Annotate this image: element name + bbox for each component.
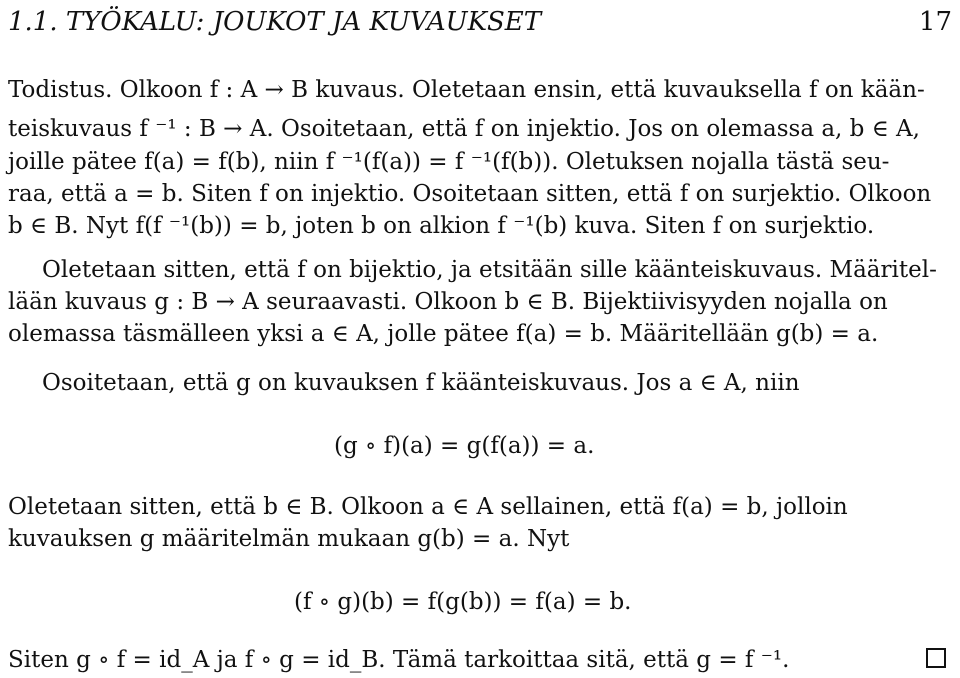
display-equation-2: (f ∘ g)(b) = f(g(b)) = f(a) = b. <box>294 589 632 615</box>
proof-line-9: Osoitetaan, että g on kuvauksen f käänteiskuvaus. Jos a ∈ A, niin <box>42 370 800 396</box>
display-equation-1: (g ∘ f)(a) = g(f(a)) = a. <box>334 433 595 459</box>
proof-line-6: Oletetaan sitten, että f on bijektio, ja etsitään sille käänteiskuvaus. Määritel- <box>42 257 937 283</box>
qed-box <box>926 648 946 668</box>
proof-line-8: olemassa täsmälleen yksi a ∈ A, jolle pätee f(a) = b. Määritellään g(b) = a. <box>8 321 879 347</box>
proof-line-4: raa, että a = b. Siten f on injektio. Osoitetaan sitten, että f on surjektio. Olkoon <box>8 181 932 207</box>
proof-line-7: lään kuvaus g : B → A seuraavasti. Olkoon b ∈ B. Bijektiivisyyden nojalla on <box>8 289 888 315</box>
proof-line-3: joille pätee f(a) = f(b), niin f ⁻¹(f(a)) = f ⁻¹(f(b)). Oletuksen nojalla tästä seu- <box>8 149 890 175</box>
proof-line-1: Todistus. Olkoon f : A → B kuvaus. Oletetaan ensin, että kuvauksella f on kään- <box>8 77 925 103</box>
proof-line-5: b ∈ B. Nyt f(f ⁻¹(b)) = b, joten b on alkion f ⁻¹(b) kuva. Siten f on surjektio. <box>8 213 875 239</box>
running-title: 1.1. TYÖKALU: JOUKOT JA KUVAUKSET <box>8 7 542 37</box>
proof-line-2: teiskuvaus f ⁻¹ : B → A. Osoitetaan, että f on injektio. Jos on olemassa a, b ∈ A, <box>8 116 920 142</box>
proof-line-10: Oletetaan sitten, että b ∈ B. Olkoon a ∈ A sellainen, että f(a) = b, jolloin <box>8 494 848 520</box>
page-header <box>8 4 952 40</box>
proof-line-12: Siten g ∘ f = id_A ja f ∘ g = id_B. Tämä tarkoittaa sitä, että g = f ⁻¹. <box>8 647 790 673</box>
page-number: 17 <box>918 7 952 37</box>
proof-line-11: kuvauksen g määritelmän mukaan g(b) = a. Nyt <box>8 526 570 552</box>
